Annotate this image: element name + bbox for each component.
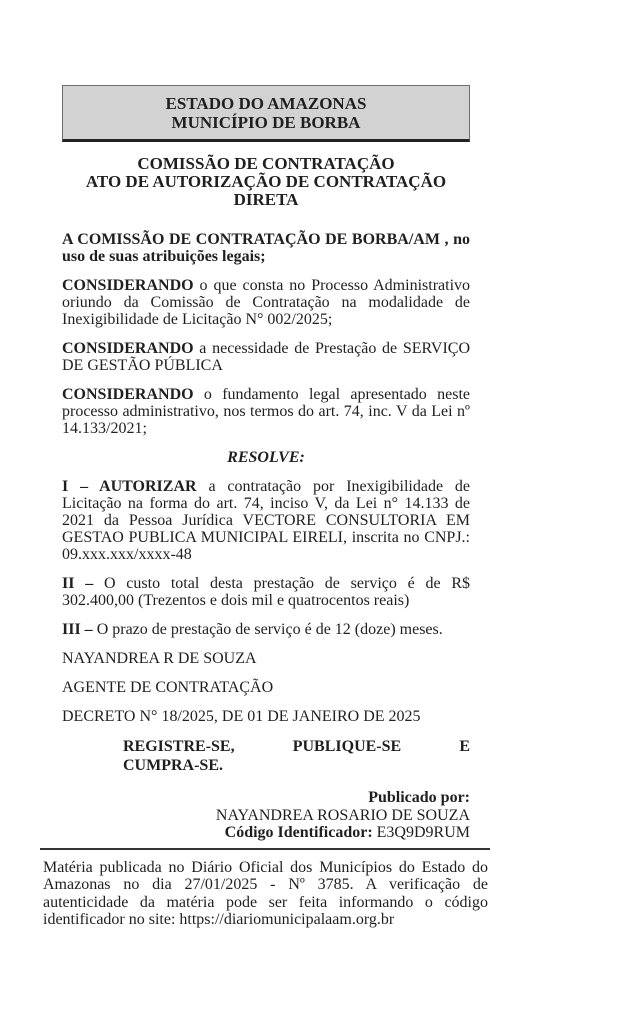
considerando-lead: CONSIDERANDO [62, 340, 194, 357]
document-body [43, 85, 488, 929]
closing-order [123, 737, 470, 775]
considerando-paragraph-3 [62, 386, 470, 437]
closing-word: REGISTRE-SE, [123, 738, 235, 755]
item-paragraph-1 [62, 478, 470, 563]
item-paragraph-2 [62, 575, 470, 609]
considerando-text: o fundamento legal apresentado neste processo administrativo, nos termos do art. 74, inc. V da Lei nº 14.133/2021; [62, 386, 471, 437]
item-text: a contratação por Inexigibilidade de Licitação na forma do art. 74, inciso V, da Lei n° 14.133 de 2021 da Pessoa Jurídica VECTORE CONSULTORIA EM GESTAO PUBLICA MUNICIPAL EIRELI, inscrita no CNPJ.: 09.xxx.xxx/xxxx-48 [62, 478, 471, 563]
item-lead: II – [62, 575, 94, 592]
item-text: O prazo de prestação de serviço é de 12 (doze) meses. [96, 621, 443, 638]
resolve-heading: RESOLVE: [227, 449, 305, 466]
opening-paragraph: A COMISSÃO DE CONTRATAÇÃO DE BORBA/AM , no uso de suas atribuições legais; [62, 231, 470, 265]
publication-block [62, 789, 470, 842]
considerando-text: o que consta no Processo Administrativo oriundo da Comissão de Contratação na modalidade de Inexigibilidade de Licitação N° 002/2025; [62, 277, 471, 328]
closing-word: E [459, 738, 470, 755]
considerando-text: a necessidade de Prestação de SERVIÇO DE GESTÃO PÚBLICA [62, 340, 471, 374]
header-state: ESTADO DO AMAZONAS [165, 94, 367, 113]
publisher-name: NAYANDREA ROSARIO DE SOUZA [215, 806, 470, 824]
signer-role: AGENTE DE CONTRATAÇÃO [62, 679, 274, 696]
considerando-lead: CONSIDERANDO [62, 386, 194, 403]
footer-note: Matéria publicada no Diário Oficial dos Municípios do Estado do Amazonas no dia 27/01/2025 - Nº 3785. A verificação de autenticidade da matéria pode ser feita informando o código identificador no site: https://diariomunicipalaam.org.br [43, 858, 488, 928]
item-text: O custo total desta prestação de serviço é de R$ 302.400,00 (Trezentos e dois mil e quatrocentos reais) [62, 575, 471, 609]
item-lead: III – [62, 621, 93, 638]
identifier-code: E3Q9D9RUM [376, 824, 470, 841]
signer-name: NAYANDREA R DE SOUZA [62, 650, 257, 667]
closing-line2: CUMPRA-SE. [123, 757, 223, 774]
header-municipality: MUNICÍPIO DE BORBA [171, 113, 361, 132]
closing-line1 [123, 737, 470, 756]
header-box [62, 85, 470, 142]
item-paragraph-3 [62, 621, 470, 638]
identifier-label: Código Identificador: [224, 824, 373, 841]
considerando-lead: CONSIDERANDO [62, 277, 194, 294]
doc-title-line2: ATO DE AUTORIZAÇÃO DE CONTRATAÇÃO DIRETA [85, 172, 447, 209]
doc-title [71, 155, 461, 209]
decree-line: DECRETO N° 18/2025, DE 01 DE JANEIRO DE 2025 [62, 708, 421, 725]
separator-rule [40, 848, 490, 850]
doc-title-line1: COMISSÃO DE CONTRATAÇÃO [137, 154, 395, 173]
considerando-paragraph-1 [62, 277, 470, 328]
item-lead: I – AUTORIZAR [62, 478, 197, 495]
identifier-line [62, 824, 470, 842]
published-by-label: Publicado por: [368, 789, 470, 806]
closing-word: PUBLIQUE-SE [292, 738, 402, 755]
considerando-paragraph-2 [62, 340, 470, 374]
